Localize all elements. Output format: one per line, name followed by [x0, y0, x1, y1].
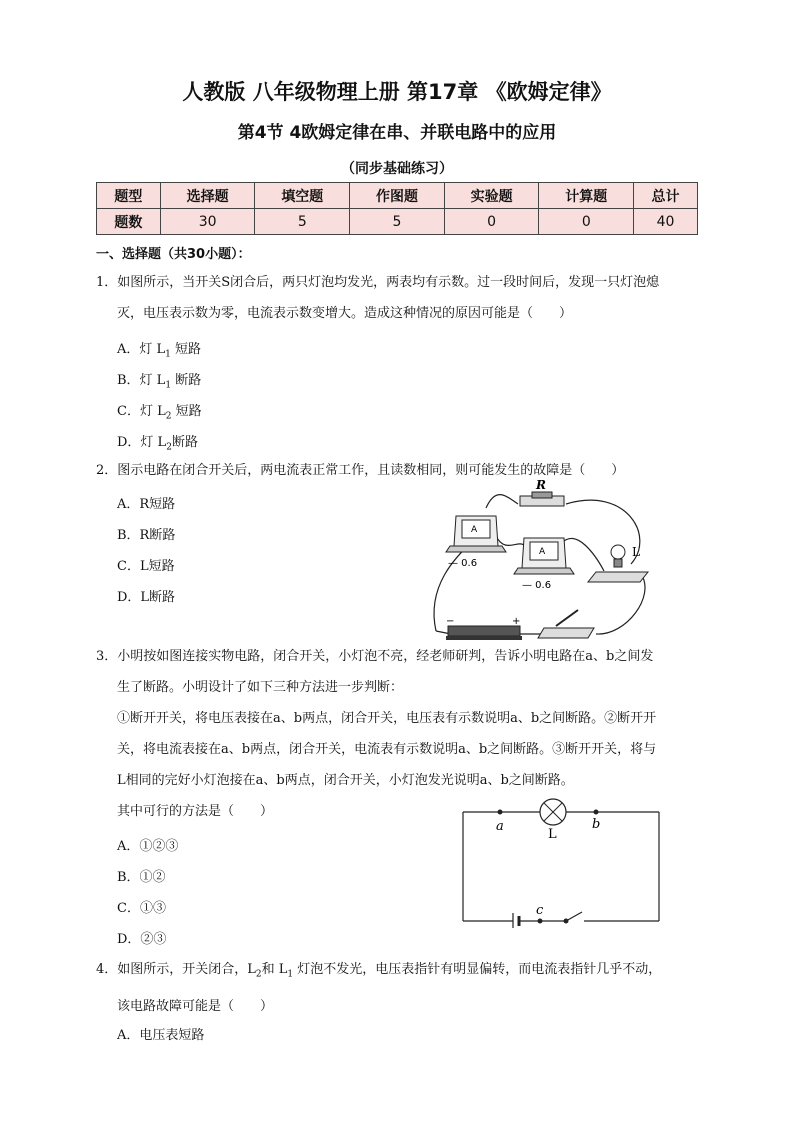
wire: [561, 538, 604, 571]
question-text: L相同的完好小灯泡接在a、b两点，闭合开关，小灯泡发光说明a、b之间断路。: [117, 773, 574, 788]
option-text: C．灯 L: [117, 404, 166, 419]
table-cell: 题型: [97, 183, 161, 209]
switch: [538, 610, 594, 638]
q3-option-a: A．①②③: [117, 839, 179, 854]
table-cell: 实验题: [444, 183, 539, 209]
label-b: b: [592, 817, 601, 832]
lamp: [588, 545, 648, 582]
section-heading: 一、选择题（共30小题）：: [96, 247, 251, 262]
table-cell: 0: [539, 209, 634, 235]
question-text: 生了断路。小明设计了如下三种方法进一步判断：: [117, 680, 404, 695]
label-L: L: [548, 827, 557, 842]
ammeter-1: [446, 516, 506, 569]
q3-circuit-figure: [456, 796, 666, 928]
resistor-label: R: [536, 478, 546, 492]
question-text: ①断开开关，将电压表接在a、b两点，闭合开关，电压表有示数说明a、b之间断路。②断开开: [117, 711, 657, 726]
subscript: 2: [255, 969, 262, 980]
battery-minus-label: −: [446, 616, 455, 627]
question-text: 2．图示电路在闭合开关后，两电流表正常工作，且读数相同，则可能发生的故障是（ ）: [96, 463, 625, 478]
question-text: 其中可行的方法是（ ）: [117, 804, 274, 819]
table-cell: 计算题: [539, 183, 634, 209]
option-text: 断路: [171, 373, 202, 388]
switch-blade: [566, 912, 582, 921]
q2-option-a: A．R短路: [117, 497, 176, 512]
question-text-part: 灯泡不发光，电压表指针有明显偏转，而电流表指针几乎不动，: [293, 962, 662, 977]
table-cell: 5: [255, 209, 350, 235]
question-text-part: 和 L: [261, 962, 288, 977]
table-cell: 题数: [97, 209, 161, 235]
table-row: [97, 183, 698, 209]
wire: [596, 574, 645, 634]
meter-range-label: — 0.6: [448, 558, 478, 569]
q1-option-b: [117, 369, 201, 391]
node-b: [594, 810, 599, 815]
meter-letter: A: [539, 547, 546, 557]
table-cell: 5: [350, 209, 445, 235]
table-cell: 作图题: [350, 183, 445, 209]
option-text: B．灯 L: [117, 373, 166, 388]
switch-node: [564, 919, 569, 924]
option-text: 断路: [171, 435, 198, 450]
table-cell: 总计: [634, 183, 698, 209]
practice-note: （同步基础练习）: [341, 161, 453, 177]
q2-option-b: B．R断路: [117, 528, 176, 543]
lamp-label: L: [632, 545, 640, 559]
battery-plus-label: +: [512, 616, 521, 627]
meter-letter: A: [471, 525, 478, 535]
q2-option-c: C．L短路: [117, 559, 175, 574]
node-c: [538, 919, 543, 924]
question-text: [96, 954, 700, 991]
label-c: c: [536, 903, 544, 918]
option-text: 短路: [170, 342, 202, 357]
option-text: A．灯 L: [117, 342, 166, 357]
question-text: 灭，电压表示数为零，电流表示数变增大。造成这种情况的原因可能是（ ）: [117, 306, 573, 321]
option-text: D．灯 L: [117, 435, 167, 450]
page-subtitle: 第4节 4欧姆定律在串、并联电路中的应用: [237, 123, 557, 143]
question-text: 该电路故障可能是（ ）: [117, 998, 274, 1014]
question-text: 3．小明按如图连接实物电路，闭合开关，小灯泡不亮，经老师研判，告诉小明电路在a、b之间发: [96, 649, 654, 664]
q1-option-d: [117, 431, 198, 453]
q3-option-d: D．②③: [117, 932, 167, 947]
option-text: 短路: [171, 404, 202, 419]
table-cell: 填空题: [255, 183, 350, 209]
node-a: [498, 810, 503, 815]
subscript: 1: [287, 969, 294, 980]
label-a: a: [496, 819, 504, 834]
battery-symbol: [513, 913, 519, 928]
q2-circuit-figure: [426, 476, 660, 646]
q3-option-c: C．①③: [117, 901, 166, 916]
q4-option-a: A．电压表短路: [117, 1028, 205, 1043]
table-cell: 30: [160, 209, 255, 235]
question-1: [96, 267, 700, 329]
table-cell: 0: [444, 209, 539, 235]
q1-option-a: [117, 338, 201, 360]
table-row: [97, 209, 698, 235]
table-cell: 选择题: [160, 183, 255, 209]
lamp-symbol: [540, 799, 566, 825]
table-cell: 40: [634, 209, 698, 235]
ammeter-2: [514, 538, 574, 591]
question-text: 关，将电流表接在a、b两点，闭合开关，电流表有示数说明a、b之间断路。③断开开关，将与: [117, 742, 657, 757]
resistor: [520, 478, 564, 506]
q3-option-b: B．①②: [117, 870, 166, 885]
battery: [446, 616, 522, 640]
wire: [566, 500, 640, 564]
subscript: 1: [165, 380, 172, 391]
q1-option-c: [117, 400, 202, 422]
subscript: 1: [165, 349, 171, 360]
meter-range-label: — 0.6: [522, 580, 552, 591]
q2-option-d: D．L断路: [117, 590, 176, 605]
question-text-part: 4．如图所示，开关闭合，L: [96, 962, 256, 977]
question-4: [96, 954, 700, 1022]
question-text: 1．如图所示，当开关S闭合后，两只灯泡均发光，两表均有示数。过一段时间后，发现一只灯泡熄: [96, 275, 660, 290]
subscript: 2: [165, 411, 172, 422]
wire: [486, 495, 518, 508]
question-count-table: [96, 182, 698, 235]
subscript: 2: [166, 442, 172, 453]
page-title: 人教版 八年级物理上册 第17章 《欧姆定律》: [182, 80, 612, 104]
